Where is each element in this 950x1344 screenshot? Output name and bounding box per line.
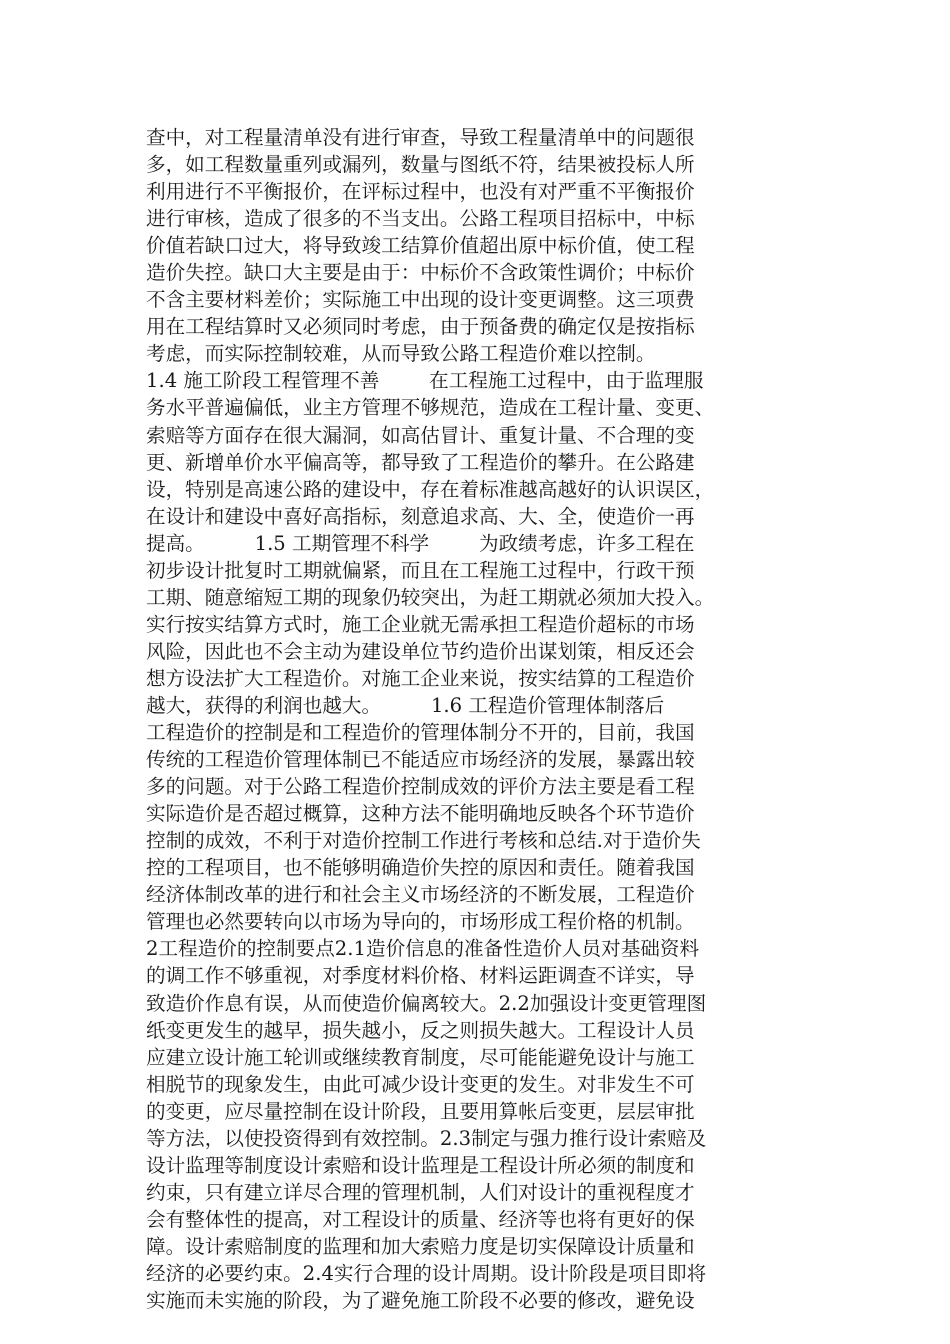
text-line: 进行审核，造成了很多的不当支出。公路工程项目招标中，中标 — [146, 207, 695, 231]
text-line: 2工程造价的控制要点2.1造价信息的准备性造价人员对基础资料 — [146, 937, 700, 961]
body-text — [146, 124, 806, 1314]
text-line: 实际造价是否超过概算，这种方法不能明确地反映各个环节造价 — [146, 802, 695, 826]
text-line: 等方法，以使投资得到有效控制。2.3制定与强力推行设计索赔及 — [146, 1126, 707, 1150]
text-line: 工期、随意缩短工期的现象仍较突出，为赶工期就必须加大投入。 — [146, 585, 715, 609]
text-line: 的调工作不够重视，对季度材料价格、材料运距调查不详实，导 — [146, 964, 695, 988]
text-line: 相脱节的现象发生，由此可减少设计变更的发生。对非发生不可 — [146, 1072, 695, 1096]
text-line: 查中，对工程量清单没有进行审查，导致工程量清单中的问题很 — [146, 126, 695, 149]
text-line: 多的问题。对于公路工程造价控制成效的评价方法主要是看工程 — [146, 775, 695, 799]
text-line: 在设计和建设中喜好高指标，刻意追求高、大、全，使造价一再 — [146, 504, 695, 528]
text-line: 管理也必然要转向以市场为导向的，市场形成工程价格的机制。 — [146, 910, 695, 934]
text-line: 用在工程结算时又必须同时考虑，由于预备费的确定仅是按指标 — [146, 315, 695, 339]
text-line: 初步设计批复时工期就偏紧，而且在工程施工过程中，行政干预 — [146, 558, 695, 582]
text-line: 控的工程项目，也不能够明确造价失控的原因和责任。随着我国 — [146, 856, 695, 880]
text-line: 实行按实结算方式时，施工企业就无需承担工程造价超标的市场 — [146, 612, 695, 636]
text-line: 传统的工程造价管理体制已不能适应市场经济的发展，暴露出较 — [146, 748, 695, 772]
text-line: 更、新增单价水平偏高等，都导致了工程造价的攀升。在公路建 — [146, 450, 695, 474]
text-line: 致造价作息有误，从而使造价偏离较大。2.2加强设计变更管理图 — [146, 991, 707, 1015]
text-line: 工程造价的控制是和工程造价的管理体制分不开的，目前，我国 — [146, 721, 695, 745]
text-line: 设，特别是高速公路的建设中，存在着标准越高越好的认识误区， — [146, 477, 715, 501]
text-line: 务水平普遍偏低，业主方管理不够规范，造成在工程计量、变更、 — [146, 396, 715, 420]
text-line: 会有整体性的提高，对工程设计的质量、经济等也将有更好的保 — [146, 1207, 695, 1231]
text-line: 控制的成效，不利于对造价控制工作进行考核和总结.对于造价失 — [146, 829, 701, 853]
text-line: 提高。 1.5 工期管理不科学 为政绩考虑，许多工程在 — [146, 531, 695, 555]
text-line: 设计监理等制度设计索赔和设计监理是工程设计所必须的制度和 — [146, 1153, 695, 1177]
text-line: 实施而未实施的阶段，为了避免施工阶段不必要的修改，避免设 — [146, 1289, 695, 1313]
text-line: 纸变更发生的越早，损失越小，反之则损失越大。工程设计人员 — [146, 1018, 695, 1042]
text-line: 经济体制改革的进行和社会主义市场经济的不断发展，工程造价 — [146, 883, 695, 907]
text-line: 风险，因此也不会主动为建设单位节约造价出谋划策，相反还会 — [146, 639, 695, 663]
text-line: 索赔等方面存在很大漏洞，如高估冒计、重复计量、不合理的变 — [146, 423, 695, 447]
text-line: 不含主要材料差价；实际施工中出现的设计变更调整。这三项费 — [146, 288, 695, 312]
text-line: 考虑，而实际控制较难，从而导致公路工程造价难以控制。 — [146, 342, 656, 366]
text-line: 利用进行不平衡报价，在评标过程中，也没有对严重不平衡报价 — [146, 180, 695, 204]
text-line: 造价失控。缺口大主要是由于：中标价不含政策性调价；中标价 — [146, 261, 695, 285]
text-line: 经济的必要约束。2.4实行合理的设计周期。设计阶段是项目即将 — [146, 1261, 707, 1285]
text-line: 1.4 施工阶段工程管理不善 在工程施工过程中，由于监理服 — [146, 369, 704, 393]
text-line: 约束，只有建立详尽合理的管理机制，人们对设计的重视程度才 — [146, 1180, 695, 1204]
text-line: 多，如工程数量重列或漏列，数量与图纸不符，结果被投标人所 — [146, 153, 695, 177]
text-line: 的变更，应尽量控制在设计阶段，且要用算帐后变更，层层审批 — [146, 1099, 695, 1123]
text-line: 障。设计索赔制度的监理和加大索赔力度是切实保障设计质量和 — [146, 1234, 695, 1258]
text-line: 价值若缺口过大，将导致竣工结算价值超出原中标价值，使工程 — [146, 234, 695, 258]
text-line: 想方设法扩大工程造价。对施工企业来说，按实结算的工程造价 — [146, 666, 695, 690]
text-line: 应建立设计施工轮训或继续教育制度，尽可能能避免设计与施工 — [146, 1045, 695, 1069]
text-line: 越大，获得的利润也越大。 1.6 工程造价管理体制落后 — [146, 693, 665, 717]
